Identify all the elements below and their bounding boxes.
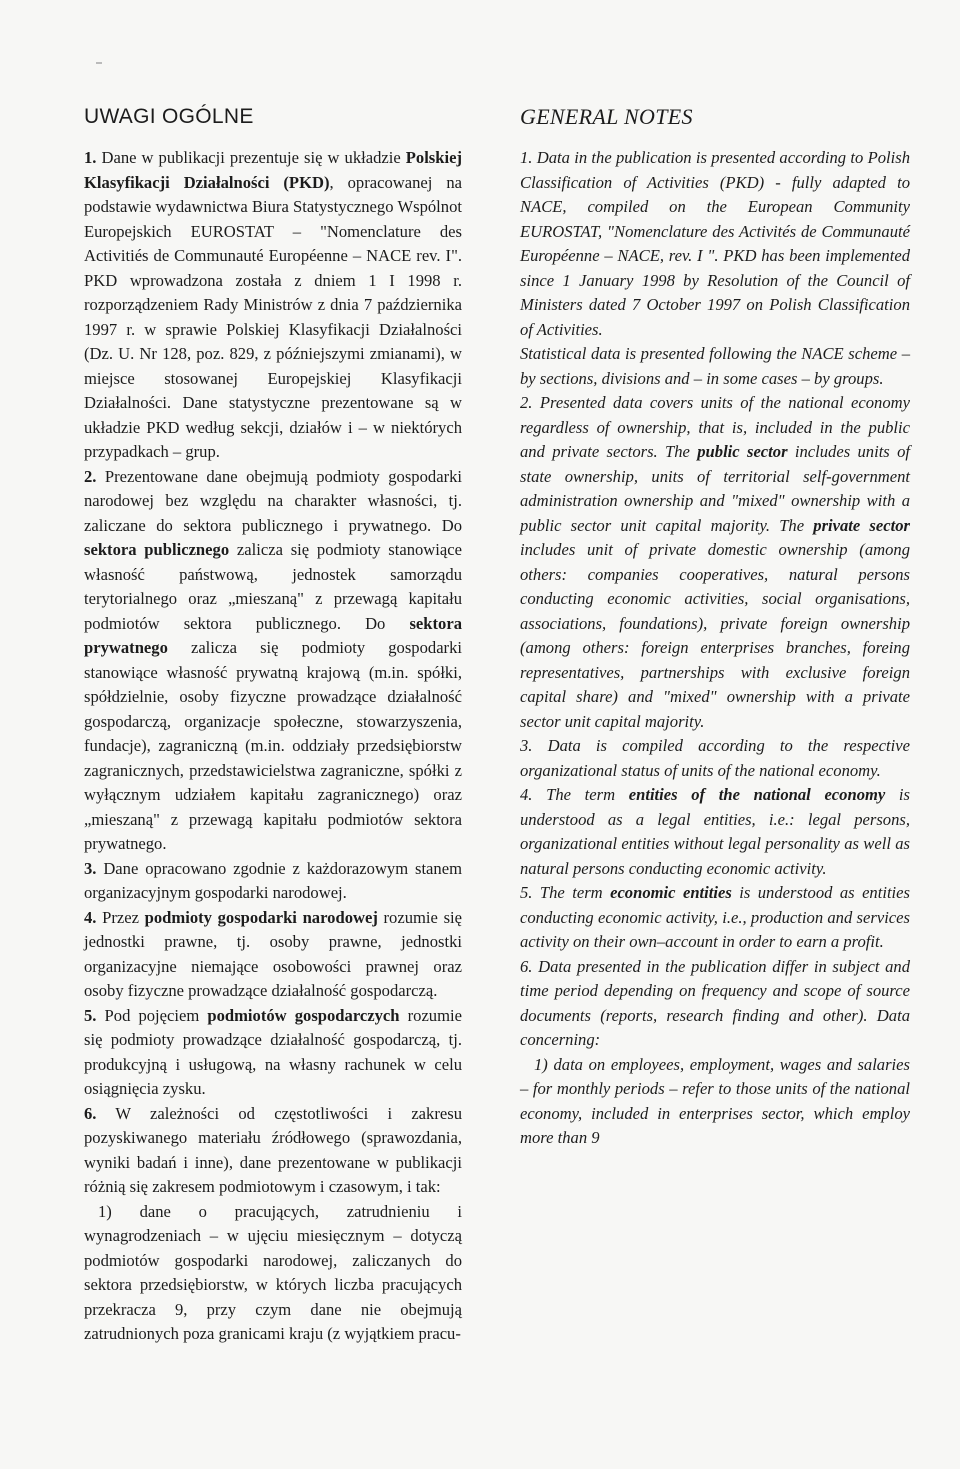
- english-column: [520, 102, 910, 1151]
- number-3: 3.: [84, 858, 97, 878]
- english-paragraph-7: 1) data on employees, employment, wages and salaries – for monthly periods – refer to those units of the national economy, included in enterprises sector, which employ more than 9: [520, 1054, 910, 1147]
- term-entities: entities of the national economy: [628, 785, 886, 804]
- english-paragraph-5: [520, 881, 910, 955]
- english-paragraph-3: 3. Data is compiled according to the respective organizational status of units of the national economy.: [520, 736, 910, 780]
- text: Przez: [96, 907, 145, 927]
- text: is understood as entities conducting economic activity, i.e., production and services activity on their own–account in order to earn a profit.: [520, 883, 910, 951]
- number-1: 1.: [84, 148, 97, 167]
- polish-heading: UWAGI OGÓLNE: [84, 105, 254, 128]
- text: Prezentowane dane obejmują podmioty gospodarki narodowej bez względu na charakter własności, tj. zaliczane do sektora publicznego i prywatnego. Do: [84, 466, 462, 535]
- term-entities: podmioty gospodarki narodowej: [144, 907, 378, 927]
- english-body: [520, 146, 910, 1151]
- text: , opracowanej na podstawie wydawnictwa Biura Statystycznego Wspólnot Europejskich EUROSTAT – "Nomenclature des Activitiés de Communauté Européenne – NACE rev. I". PKD wprowadzona została z dniem 1 I 1998 r. rozporządzeniem Rady Ministrów z dnia 7 października 1997 r. w sprawie Polskiej Klasyfikacji Działalności (Dz. U. Nr 128, poz. 829, z późniejszymi zmianami), w miejsce stosowanej Europejskiej Klasyfikacji Działalności. Dane statystyczne prezentowane są w układzie PKD według sekcji, działów i – w niektórych przypadkach – grup.: [84, 172, 462, 461]
- text: 4. The term: [520, 785, 629, 804]
- polish-paragraph-3: [84, 857, 462, 906]
- english-paragraph-6: 6. Data presented in the publication differ in subject and time period depending on frequency and scope of source documents (reports, research finding and other). Data concerning:: [520, 956, 910, 1049]
- text: rozumie się podmioty prowadzące działalność gospodarczą, tj. produkcyjną i usługową, na własny rachunek w celu osiągnięcia zysku.: [84, 1005, 462, 1098]
- polish-paragraph-1: [84, 146, 462, 465]
- text: W zależności od częstotliwości i zakresu pozyskiwanego materiału źródłowego (sprawozdania, wyniki badań i inne), dane prezentowane w publikacji różnią się zakresem podmiotowym i czasowym, i tak:: [84, 1103, 462, 1196]
- english-paragraph-1b: Statistical data is presented following the NACE scheme – by sections, divisions and – in some cases – by groups.: [520, 344, 910, 388]
- polish-paragraph-2: [84, 465, 462, 857]
- number-5: 5.: [84, 1005, 97, 1025]
- text: is understood as a legal entities, i.e.: legal persons, organizational entities without legal personality as well as natural persons conducting economic activity.: [520, 785, 910, 878]
- text: 5. The term: [520, 883, 611, 902]
- polish-column: [84, 102, 462, 1347]
- term-pkd: Polskiej Klasyfikacji Działalności (PKD): [84, 148, 462, 192]
- english-paragraph-2: [520, 391, 910, 734]
- polish-paragraph-6: [84, 1102, 462, 1200]
- term-public-sector: sektora publicznego: [84, 540, 230, 559]
- english-heading: GENERAL NOTES: [520, 104, 693, 129]
- english-paragraph-4: [520, 783, 910, 881]
- text: rozumie się jednostki prawne, tj. osoby prawne, jednostki organizacyjne niemające osobowości prawnej oraz osoby fizyczne prowadzące działalność gospodarczą.: [84, 907, 462, 1000]
- term-economic-entities: podmiotów gospodarczych: [207, 1005, 400, 1025]
- scan-mark: [96, 62, 102, 64]
- text: Dane opracowano zgodnie z każdorazowym stanem organizacyjnym gospodarki narodowej.: [84, 858, 462, 902]
- number-2: 2.: [84, 466, 97, 486]
- polish-paragraph-5: [84, 1004, 462, 1102]
- term-private-sector: private sector: [813, 515, 910, 535]
- text: Dane w publikacji prezentuje się w układzie: [96, 148, 406, 167]
- text: 2. Presented data covers units of the national economy regardless of ownership, that is, included in the public and private sectors. The: [520, 393, 910, 461]
- polish-paragraph-7: 1) dane o pracujących, zatrudnieniu i wynagrodzeniach – w ujęciu miesięcznym – dotyczą podmiotów gospodarki narodowej, zaliczanych do sektora przedsiębiorstw, w których liczba pracujących przekracza 9, przy czym dane nie obejmują zatrudnionych poza granicami kraju (z wyjątkiem pracu-: [84, 1201, 462, 1343]
- number-4: 4.: [84, 907, 97, 927]
- polish-paragraph-4: [84, 906, 462, 1004]
- term-economic-entities: economic entities: [610, 883, 732, 902]
- term-public-sector: public sector: [697, 442, 788, 461]
- term-private-sector: sektora prywatnego: [84, 613, 462, 657]
- text: includes units of state ownership, units of territorial self-government administration ownership and "mixed" ownership with a public sector unit capital majority. The: [520, 442, 910, 535]
- text: zalicza się podmioty stanowiące własność państwową, jednostek samorządu terytorialnego oraz „mieszaną" z przewagą kapitału podmiotów sektora publicznego. Do: [84, 540, 462, 633]
- text: zalicza się podmioty gospodarki stanowiące własność prywatną krajową (m.in. spółki, spółdzielnie, osoby fizyczne prowadzące działalność gospodarczą, organizacje społeczne, stowarzyszenia, fundacje), zagraniczną (m.in. oddziały przedsiębiorstw zagranicznych, przedstawicielstwa zagraniczne, spółki z wyłącznym udziałem kapitału zagranicznego) oraz „mieszaną" z przewagą kapitału podmiotów sektora prywatnego.: [84, 638, 462, 853]
- polish-body: [84, 146, 462, 1347]
- text: includes unit of private domestic ownership (among others: companies cooperatives, natural persons conducting economic activities, social organisations, associations, foundations), private foreign ownership (among others: foreign enterprises branches, foreing representatives, partnerships with exclusive foreign capital share) and "mixed" ownership with a private sector unit capital majority.: [520, 540, 910, 731]
- english-paragraph-1: 1. Data in the publication is presented according to Polish Classification of Activities (PKD) - fully adapted to NACE, compiled on the European Community EUROSTAT, "Nomenclature des Activités de Communauté Européenne – NACE, rev. I ". PKD has been implemented since 1 January 1998 by Resolution of the Council of Ministers dated 7 October 1997 on Polish Classification of Activities.: [520, 148, 910, 339]
- number-6: 6.: [84, 1103, 97, 1123]
- text: Pod pojęciem: [96, 1005, 208, 1025]
